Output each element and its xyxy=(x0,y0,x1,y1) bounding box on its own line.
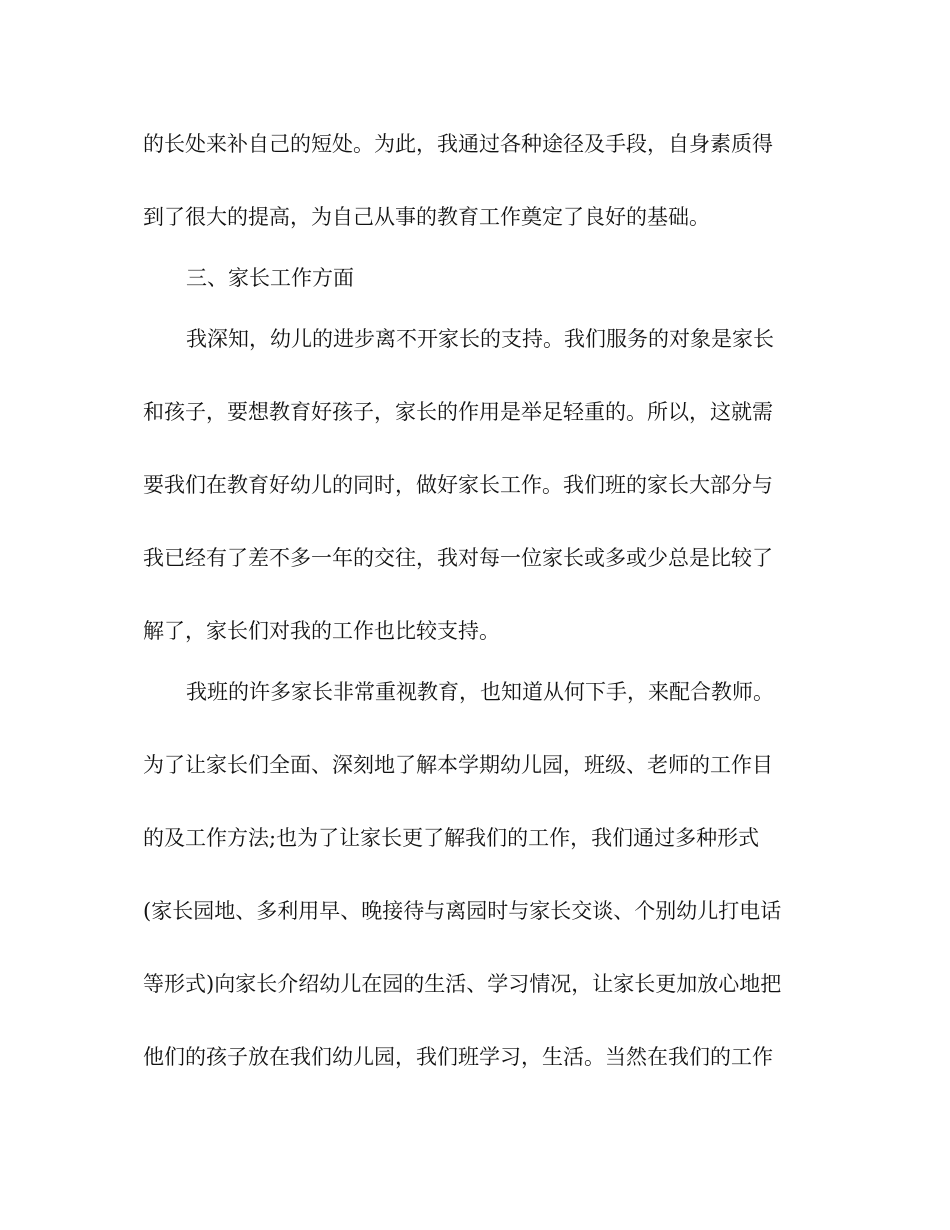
text-line-1: 的长处来补自己的短处。为此，我通过各种途径及手段，自身素质得 xyxy=(143,132,773,156)
text-line-7: 我已经有了差不多一年的交往，我对每一位家长或多或少总是比较了 xyxy=(143,546,773,570)
text-line-13: 等形式)向家长介绍幼儿在园的生活、学习情况，让家长更加放心地把 xyxy=(143,972,782,996)
text-line-8: 解了，家长们对我的工作也比较支持。 xyxy=(143,619,500,643)
text-line-6: 要我们在教育好幼儿的同时，做好家长工作。我们班的家长大部分与 xyxy=(143,473,773,497)
section-heading: 三、家长工作方面 xyxy=(186,266,354,290)
text-line-10: 为了让家长们全面、深刻地了解本学期幼儿园，班级、老师的工作目 xyxy=(143,753,773,777)
text-line-9: 我班的许多家长非常重视教育，也知道从何下手，来配合教师。 xyxy=(186,680,774,704)
text-line-5: 和孩子，要想教育好孩子，家长的作用是举足轻重的。所以，这就需 xyxy=(143,400,773,424)
text-line-12: (家长园地、多利用早、晚接待与离园时与家长交谈、个别幼儿打电话 xyxy=(143,899,782,923)
text-line-11: 的及工作方法;也为了让家长更了解我们的工作，我们通过多种形式 xyxy=(143,826,760,850)
text-line-4: 我深知，幼儿的进步离不开家长的支持。我们服务的对象是家长 xyxy=(186,327,774,351)
text-line-14: 他们的孩子放在我们幼儿园，我们班学习，生活。当然在我们的工作 xyxy=(143,1045,773,1069)
text-line-2: 到了很大的提高，为自己从事的教育工作奠定了良好的基础。 xyxy=(143,205,710,229)
